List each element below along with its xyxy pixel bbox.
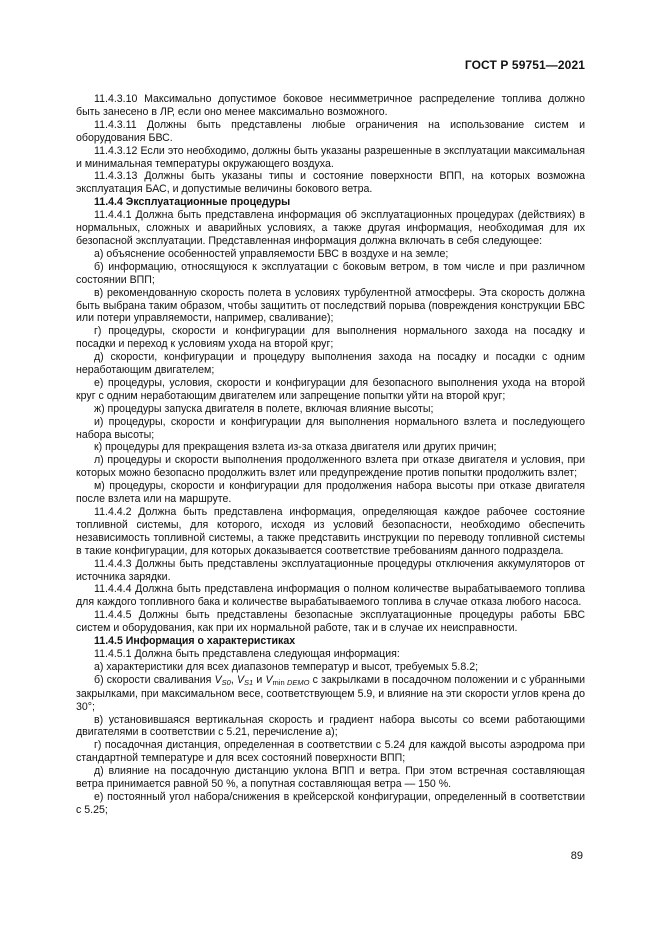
paragraph: 11.4.4.4 Должна быть представлена информация о полном количестве вырабатываемого топлива для каждого топливного бака и количестве вырабатываемого топлива в случае отказа любого насоса. [76, 583, 585, 609]
list-item: е) процедуры, условия, скорости и конфигурации для безопасного выполнения ухода на второй круг с одним неработающим двигателем или запрещение попытки уйти на второй круг; [76, 376, 585, 402]
list-item: г) процедуры, скорости и конфигурации для выполнения нормального захода на посадку и посадки и переход к условиям ухода на второй круг; [76, 325, 585, 351]
list-item: д) влияние на посадочную дистанцию уклона ВПП и ветра. При этом встречная составляющая ветра принимается равной 50 %, а попутная составляющая ветра — 150 %. [76, 765, 585, 791]
list-item: в) установившаяся вертикальная скорость и градиент набора высоты со всеми работающими двигателями в соответствии с 5.21, перечисление а); [76, 713, 585, 739]
list-item: б) информацию, относящуюся к эксплуатации с боковым ветром, в том числе и при различном состоянии ВПП; [76, 260, 585, 286]
paragraph: 11.4.3.10 Максимально допустимое боковое несимметричное распределение топлива должно быть занесено в ЛР, если оно менее максимально возможного. [76, 93, 585, 118]
section-heading: 11.4.5 Информация о характеристиках [94, 635, 296, 648]
list-item: в) рекомендованную скорость полета в условиях турбулентной атмосферы. Эта скорость должна быть выбрана таким образом, чтобы защитить от последствий порыва (повреждения конструкции БВС или потери управляемости, например, сваливание); [76, 286, 585, 325]
paragraph: 11.4.4.5 Должны быть представлены безопасные эксплуатационные процедуры работы БВС систем и оборудования, как при их нормальной работе, так и в случае их неисправности. [76, 609, 585, 635]
symbol-v: V [265, 673, 273, 686]
list-item: а) объяснение особенностей управляемости БВС в воздухе и на земле; [94, 247, 449, 260]
page-number: 89 [570, 850, 583, 862]
paragraph: 11.4.4.2 Должна быть представлена информация, определяющая каждое рабочее состояние топливной системы, для которого, исходя из условий безопасности, необходимо обеспечить независимость топливной системы, а также представить инструкции по переводу топливной системы в такие конфигурации, для которых доказывается соответствие требованиям данного подраздела. [76, 506, 585, 557]
paragraph: 11.4.4.3 Должны быть представлены эксплуатационные процедуры отключения аккумуляторов от источника зарядки. [76, 557, 585, 583]
paragraph: 11.4.3.11 Должны быть представлены любые ограничения на использование систем и оборудования БВС. [76, 118, 585, 144]
list-item: е) постоянный угол набора/снижения в крейсерской конфигурации, определенный в соответствии с 5.25; [76, 790, 585, 816]
paragraph: 11.4.5.1 Должна быть представлена следующая информация: [94, 647, 400, 660]
list-item: л) процедуры и скорости выполнения продолженного взлета при отказе двигателя и условия, при которых можно безопасно продолжить взлет или предупреждение против попытки продолжить взлет; [76, 454, 585, 480]
paragraph: 11.4.3.12 Если это необходимо, должны быть указаны разрешенные в эксплуатации максимальная и минимальная температуры окружающего воздуха. [76, 144, 585, 170]
separator: и [253, 673, 266, 686]
section-heading: 11.4.4 Эксплуатационные процедуры [94, 196, 291, 209]
separator: , [230, 673, 237, 686]
list-item: м) процедуры, скорости и конфигурации для продолжения набора высоты при отказе двигателя после взлета или на маршруте. [76, 480, 585, 506]
stall-prefix: б) скорости сваливания [94, 673, 215, 686]
subscript: S1 [244, 677, 254, 687]
list-item: а) характеристики для всех диапазонов температур и высот, требуемых 5.8.2; [94, 660, 479, 673]
symbol-v: V [214, 673, 222, 686]
list-item-stall-speeds [76, 674, 585, 714]
document-body [76, 93, 585, 817]
stall-suffix: с закрылками в посадочном положении и с убранными закрылками, при максимальном весе, соответствующем 5.9, и влияние на эти скорости углов крена до 30°; [76, 673, 586, 713]
subscript: min [272, 677, 287, 687]
list-item: г) посадочная дистанция, определенная в соответствии с 5.24 для каждой высоты аэродрома при стандартной температуре и для всех состояний поверхности ВПП; [76, 739, 585, 765]
list-item: и) процедуры, скорости и конфигурации для выполнения нормального взлета и последующего набора высоты; [76, 415, 585, 441]
paragraph: 11.4.3.13 Должны быть указаны типы и состояние поверхности ВПП, на которых возможна эксплуатация БАС, и допустимые величины бокового ветра. [76, 170, 585, 196]
subscript: DEMO [286, 677, 310, 687]
list-item: д) скорости, конфигурации и процедуру выполнения захода на посадку и посадки с одним неработающим двигателем; [76, 351, 585, 377]
document-id: ГОСТ Р 59751—2021 [464, 58, 585, 72]
paragraph: 11.4.4.1 Должна быть представлена информация об эксплуатационных процедурах (действиях) в нормальных, сложных и аварийных условиях, а также другая информация, необходимая для их безопасной эксплуатации. Представленная информация должна включать в себя следующее: [76, 209, 585, 247]
list-item: к) процедуры для прекращения взлета из-за отказа двигателя или других причин; [94, 441, 497, 454]
symbol-v: V [236, 673, 245, 686]
list-item: ж) процедуры запуска двигателя в полете, включая влияние высоты; [94, 402, 434, 415]
subscript: S0 [221, 677, 231, 687]
